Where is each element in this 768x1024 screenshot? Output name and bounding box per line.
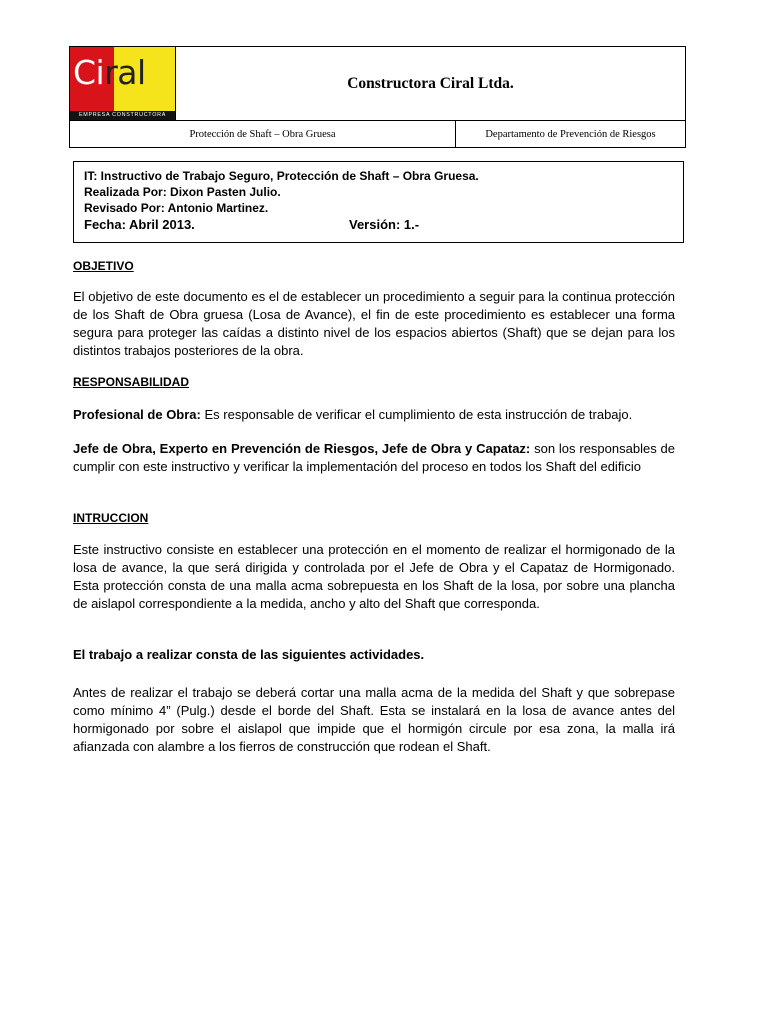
responsabilidad-heading: RESPONSABILIDAD bbox=[73, 375, 190, 389]
fecha: Fecha: Abril 2013. bbox=[84, 217, 195, 232]
revisado-por: Revisado Por: Antonio Martinez. bbox=[84, 201, 269, 215]
document-info-box bbox=[73, 161, 684, 243]
document-body bbox=[73, 257, 675, 756]
realizada-por: Realizada Por: Dixon Pasten Julio. bbox=[84, 185, 281, 199]
logo-text-first: Ci bbox=[73, 53, 105, 92]
responsabilidad-item-2-text: son los responsables de cumplir con este instructivo y verificar la implementación del proceso en todos los Shaft del edificio bbox=[73, 441, 675, 474]
document-header bbox=[69, 46, 686, 148]
intruccion-heading: INTRUCCION bbox=[73, 511, 149, 525]
responsabilidad-item-1-role: Profesional de Obra: bbox=[73, 407, 201, 422]
document-topic: Protección de Shaft – Obra Gruesa bbox=[189, 129, 336, 140]
responsabilidad-item-2-roles: Jefe de Obra, Experto en Prevención de Riesgos, Jefe de Obra y Capataz: bbox=[73, 441, 531, 456]
company-name: Constructora Ciral Ltda. bbox=[347, 74, 514, 92]
objetivo-text: El objetivo de este documento es el de establecer un procedimiento a seguir para la continua protección de los Shaft de Obra gruesa (Losa de Avance), el fin de este procedimiento es establecer una forma segura para proteger las caídas a distinto nivel de los espacios abiertos (Shaft) que se dejan para los distintos trabajos posteriores de la obra. bbox=[73, 289, 675, 358]
department-name: Departamento de Prevención de Riesgos bbox=[455, 121, 685, 148]
company-logo bbox=[70, 47, 176, 120]
date-version-row bbox=[84, 216, 673, 234]
responsabilidad-item-1 bbox=[73, 406, 675, 424]
actividades-heading: El trabajo a realizar consta de las siguientes actividades. bbox=[73, 647, 425, 662]
responsabilidad-item-1-text: Es responsable de verificar el cumplimiento de esta instrucción de trabajo. bbox=[200, 407, 633, 422]
logo-text-rest: ral bbox=[104, 53, 146, 92]
actividades-text: Antes de realizar el trabajo se deberá cortar una malla acma de la medida del Shaft y que sobrepase como mínimo 4” (Pulg.) desde el borde del Shaft. Esta se instalará en la losa de avance antes del hormigonado por sobre el aislapol que impide que el hormigón circule por esa zona, la malla irá afianzada con alambre a los fierros de construcción que rodean el Shaft. bbox=[73, 685, 675, 754]
objetivo-heading: OBJETIVO bbox=[73, 259, 134, 273]
logo-wordmark bbox=[73, 51, 146, 95]
it-title: IT: Instructivo de Trabajo Seguro, Protección de Shaft – Obra Gruesa. bbox=[84, 169, 479, 183]
intruccion-text: Este instructivo consiste en establecer una protección en el momento de realizar el hormigonado de la losa de avance, la que será dirigida y controlada por el Jefe de Obra y el Capataz de Hormigonado. Esta protección consta de una malla acma sobrepuesta en los Shaft de la losa, por sobre una plancha de aislapol correspondiente a la medida, ancho y alto del Shaft que corresponda. bbox=[73, 542, 675, 611]
version: Versión: 1.- bbox=[349, 217, 420, 232]
logo-tagline: EMPRESA CONSTRUCTORA bbox=[70, 111, 175, 120]
responsabilidad-item-2 bbox=[73, 440, 675, 476]
